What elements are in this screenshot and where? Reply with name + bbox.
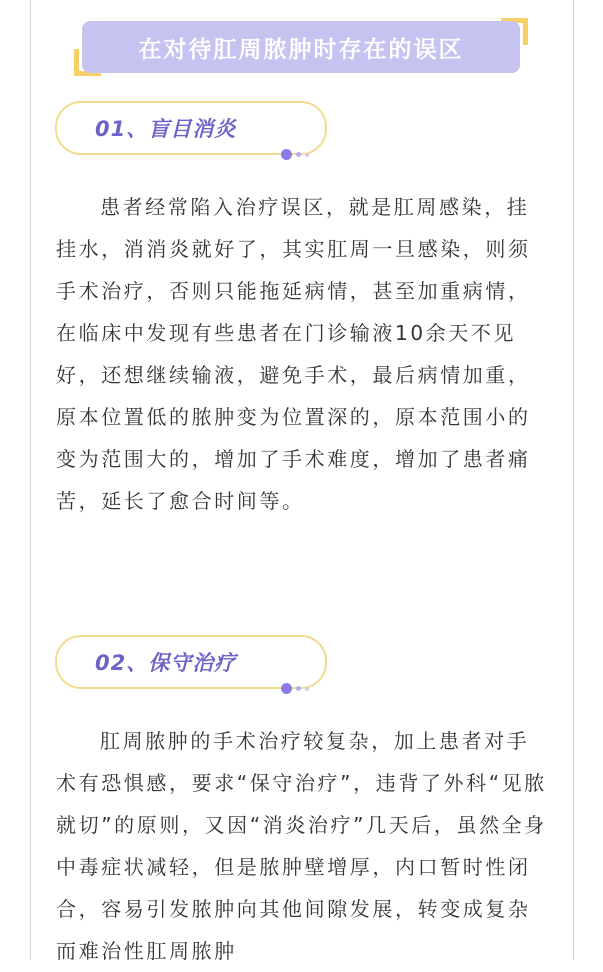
- section-heading-box: [55, 635, 327, 689]
- heading-dots-decoration: [281, 683, 309, 694]
- section-heading: 02、保守治疗: [95, 651, 237, 675]
- title-banner: [74, 18, 528, 76]
- title-banner-bg: [82, 21, 520, 73]
- section-heading-box: [55, 101, 327, 155]
- section-heading: 01、盲目消炎: [95, 117, 237, 141]
- page-title: 在对待肛周脓肿时存在的误区: [138, 36, 464, 63]
- section-paragraph: 肛周脓肿的手术治疗较复杂，加上患者对手术有恐惧感，要求“保守治疗”，违背了外科“见脓就切”的原则，又因“消炎治疗”几天后，虽然全身中毒症状减轻，但是脓肿壁增厚，内口暂时性闭合，容易引发脓肿向其他间隙发展，转变成复杂而难治性肛周脓肿: [56, 729, 547, 963]
- section-paragraph: 患者经常陷入治疗误区，就是肛周感染，挂挂水，消消炎就好了，其实肛周一旦感染，则须手术治疗，否则只能拖延病情，甚至加重病情，在临床中发现有些患者在门诊输液10余天不见好，还想继续输液，避免手术，最后病情加重，原本位置低的脓肿变为位置深的，原本范围小的变为范围大的，增加了手术难度，增加了患者痛苦，延长了愈合时间等。: [56, 195, 531, 513]
- heading-dots-decoration: [281, 149, 309, 160]
